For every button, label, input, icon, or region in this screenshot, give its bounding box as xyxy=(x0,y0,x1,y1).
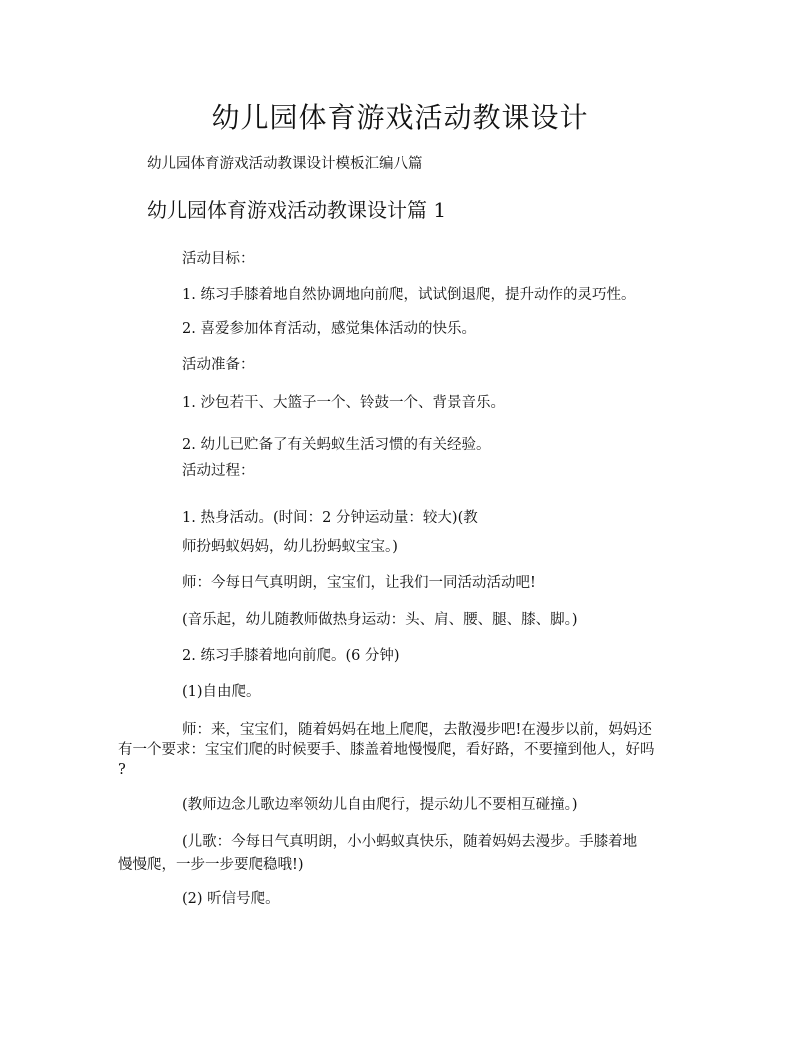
paragraph: 慢慢爬，一步一步要爬稳哦!) xyxy=(118,857,304,873)
paragraph: 师扮蚂蚁妈妈，幼儿扮蚂蚁宝宝。) xyxy=(182,539,398,555)
paragraph-goals-heading: 活动目标： xyxy=(182,251,255,267)
paragraph: 1. 练习手膝着地自然协调地向前爬，试试倒退爬，提升动作的灵巧性。 xyxy=(182,287,636,303)
paragraph-process-heading: 活动过程： xyxy=(182,463,255,479)
paragraph-preparation-heading: 活动准备： xyxy=(182,357,255,373)
paragraph: (2) 听信号爬。 xyxy=(182,891,280,907)
section-heading: 幼儿园体育游戏活动教课设计篇 1 xyxy=(147,198,447,222)
paragraph: 2. 喜爱参加体育活动，感觉集体活动的快乐。 xyxy=(182,321,476,337)
paragraph: 师：今每日气真明朗，宝宝们，让我们一同活动活动吧! xyxy=(182,575,536,591)
document-subtitle: 幼儿园体育游戏活动教课设计模板汇编八篇 xyxy=(147,156,423,172)
page-title: 幼儿园体育游戏活动教课设计 xyxy=(211,101,589,134)
paragraph: (音乐起，幼儿随教师做热身运动：头、肩、腰、腿、膝、脚。) xyxy=(182,612,578,628)
paragraph: 2. 幼儿已贮备了有关蚂蚁生活习惯的有关经验。 xyxy=(182,437,491,453)
paragraph: ? xyxy=(118,762,126,778)
paragraph: (1)自由爬。 xyxy=(182,684,261,700)
paragraph: 1. 热身活动。(时间：2 分钟运动量：较大)(教 xyxy=(182,510,478,526)
paragraph: (儿歌：今每日气真明朗，小小蚂蚁真快乐，随着妈妈去漫步。手膝着地 xyxy=(182,834,638,850)
paragraph: 2. 练习手膝着地向前爬。(6 分钟) xyxy=(182,648,400,664)
paragraph: 1. 沙包若干、大篮子一个、铃鼓一个、背景音乐。 xyxy=(182,395,505,411)
paragraph: 师：来，宝宝们，随着妈妈在地上爬爬，去散漫步吧!在漫步以前，妈妈还 xyxy=(182,722,652,738)
paragraph: 有一个要求：宝宝们爬的时候要手、膝盖着地慢慢爬，看好路，不要撞到他人，好吗 xyxy=(118,742,655,758)
paragraph: (教师边念儿歌边率领幼儿自由爬行，提示幼儿不要相互碰撞。) xyxy=(182,797,578,813)
